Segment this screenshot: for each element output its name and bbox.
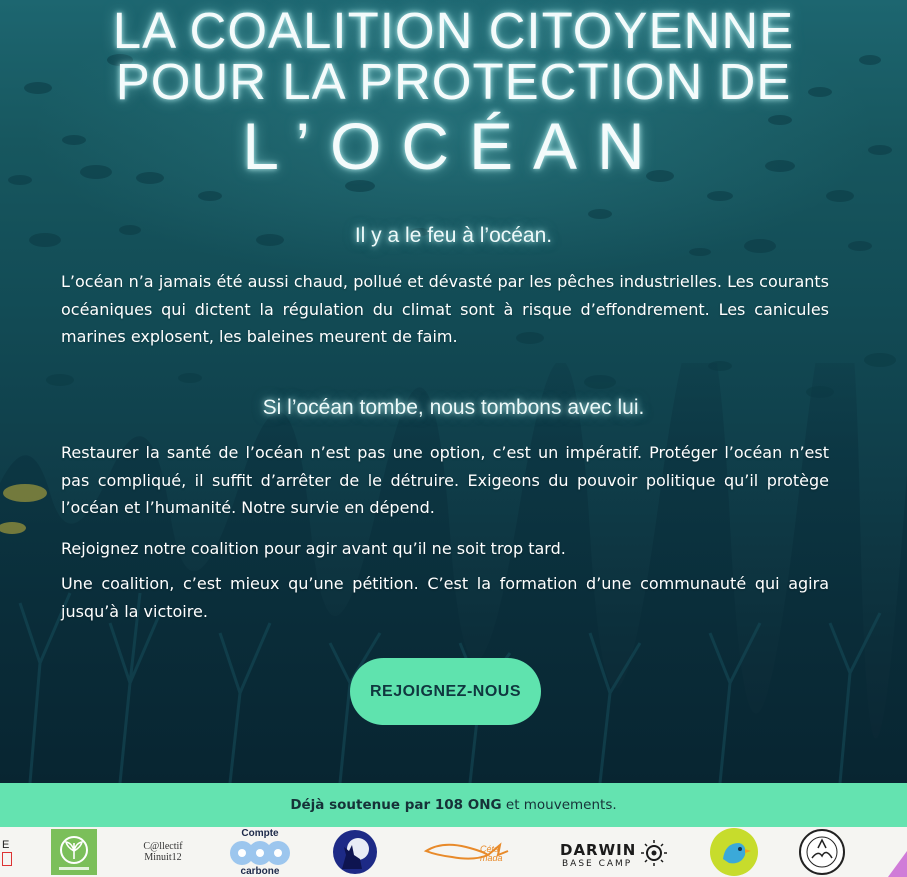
darwin-title: DARWIN [560, 841, 637, 859]
subheading-fall: Si l’océan tombe, nous tombons avec lui. [262, 396, 645, 419]
collectif-line2: Minuit12 [144, 852, 182, 863]
partner-logo-compte-carbone[interactable] [226, 827, 294, 877]
partner-logo-collectif[interactable] [136, 827, 190, 877]
partner-logo-darwin[interactable] [560, 827, 672, 877]
partner-logo-cetamada[interactable] [422, 827, 518, 877]
paragraph-ocean-state: L’océan n’a jamais été aussi chaud, pollué et dévasté par les pêches industrielles. Les courants océaniques qui dictent la régulation du climat sont à risque d’effondrement. Les canicules marines explosent, les baleines meurent de faim. [61, 272, 829, 346]
support-banner [0, 783, 907, 827]
bird-icon [709, 827, 759, 877]
emblem-icon [798, 828, 846, 876]
wolf-moon-icon [332, 829, 378, 875]
partial-logo-letter: E [2, 839, 10, 851]
hero-title-ocean: L’OCÉAN [242, 109, 665, 183]
sun-icon [640, 839, 668, 867]
partner-logo-bird[interactable] [706, 827, 762, 877]
carbon-chain-icon [229, 840, 291, 866]
paragraph-restore: Restaurer la santé de l’océan n’est pas une option, c’est un impératif. Protéger l’océan n’est pas compliqué, il suffit d’arrêter de le détruire. Exigeons du pouvoir politique qu’il protège l’océan et l’humanité. Notre survie en dépend. [61, 443, 829, 517]
partner-logo-partial-right[interactable] [880, 827, 907, 877]
partner-logos-strip [0, 827, 907, 877]
triangle-logo-icon [880, 827, 907, 877]
partner-logo-wolf[interactable] [330, 827, 380, 877]
hero-title-line1: LA COALITION CITOYENNE [112, 2, 795, 59]
compte-bottom-text: carbone [240, 866, 280, 877]
hero-title-line2: POUR LA PROTECTION DE [115, 53, 792, 110]
compte-top-text: Compte [241, 828, 279, 839]
collectif-line1: C@llectif [143, 841, 183, 852]
partner-logo-partial[interactable] [0, 827, 14, 877]
subheading-fire: Il y a le feu à l’océan. [354, 224, 553, 247]
cetamada-text: Céta mada [480, 844, 503, 863]
join-us-button[interactable]: REJOIGNEZ-NOUS [350, 658, 541, 725]
hero-title-line3 [0, 108, 907, 184]
paragraph-coalition: Une coalition, c’est mieux qu’une pétition. C’est la formation d’une communauté qui agira jusqu’à la victoire. [61, 574, 829, 621]
support-rest-text: et mouvements. [501, 797, 617, 813]
darwin-subtitle: BASE CAMP [562, 859, 633, 869]
support-count-text: Déjà soutenue par 108 ONG [290, 797, 502, 813]
partner-logo-emblem[interactable] [794, 827, 850, 877]
partner-logo-leaf[interactable] [50, 827, 98, 877]
leaf-logo-icon [51, 829, 97, 875]
paragraph-join: Rejoignez notre coalition pour agir avant qu’il ne soit trop tard. [61, 539, 566, 558]
